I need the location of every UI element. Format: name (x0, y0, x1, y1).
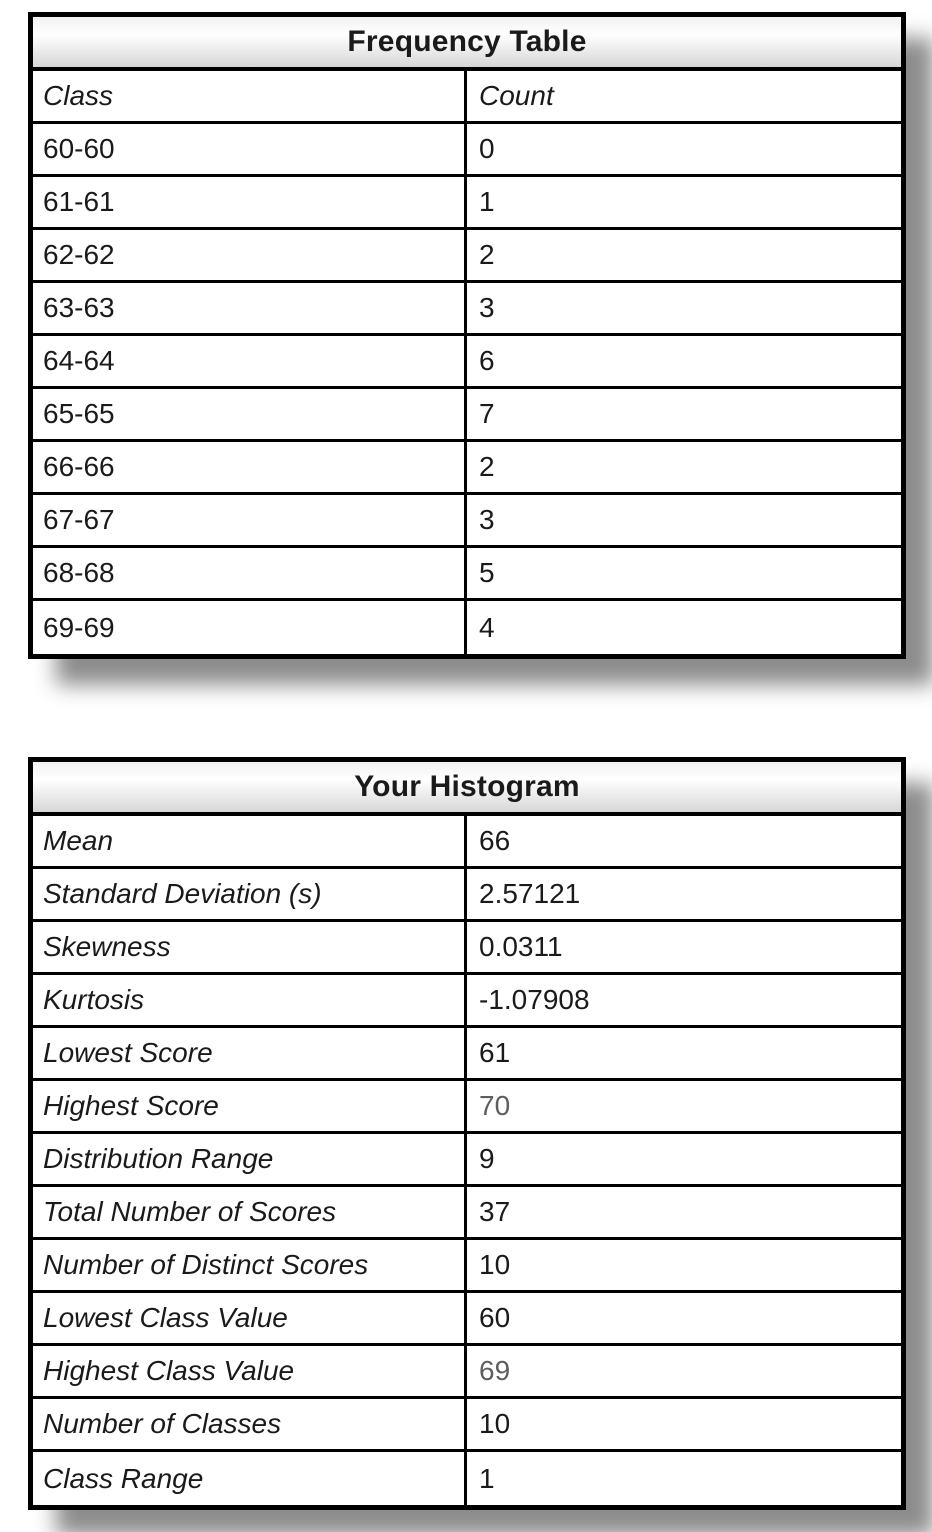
stat-value-cell: 9 (479, 1143, 495, 1174)
table-row (33, 922, 901, 975)
table-row (33, 1240, 901, 1293)
frequency-table-title: Frequency Table (347, 25, 587, 58)
count-cell: 0 (479, 133, 495, 164)
class-cell: 60-60 (33, 124, 467, 174)
count-cell: 4 (479, 611, 495, 643)
table-row (33, 548, 901, 601)
frequency-table (28, 12, 906, 659)
stat-label-cell: Kurtosis (33, 975, 467, 1025)
frequency-table-body (33, 124, 901, 654)
stat-label-cell: Mean (33, 816, 467, 866)
frequency-table-column-header-row (33, 71, 901, 124)
count-cell: 3 (479, 292, 495, 323)
table-row (33, 389, 901, 442)
class-column-header: Class (33, 71, 467, 121)
table-row (33, 1134, 901, 1187)
table-row (33, 283, 901, 336)
stat-value-cell: 69 (479, 1355, 511, 1386)
stat-value-cell: 66 (479, 825, 511, 856)
frequency-table-header (33, 17, 901, 71)
table-row (33, 1452, 901, 1505)
stat-value-cell: 61 (479, 1037, 511, 1068)
table-row (33, 442, 901, 495)
count-cell: 5 (479, 557, 495, 588)
class-cell: 68-68 (33, 548, 467, 598)
table-row (33, 1081, 901, 1134)
stat-label-cell: Highest Class Value (33, 1346, 467, 1396)
histogram-stats-table (28, 757, 906, 1510)
stat-label-cell: Distribution Range (33, 1134, 467, 1184)
class-cell: 65-65 (33, 389, 467, 439)
stat-label-cell: Standard Deviation (s) (33, 869, 467, 919)
table-row (33, 975, 901, 1028)
class-cell: 69-69 (33, 601, 467, 654)
stat-label-cell: Skewness (33, 922, 467, 972)
stat-value-cell: 10 (479, 1249, 511, 1280)
class-cell: 61-61 (33, 177, 467, 227)
stat-value-cell: -1.07908 (479, 984, 590, 1015)
count-column-header: Count (479, 80, 554, 111)
stat-label-cell: Number of Classes (33, 1399, 467, 1449)
count-cell: 2 (479, 451, 495, 482)
class-cell: 63-63 (33, 283, 467, 333)
count-cell: 3 (479, 504, 495, 535)
table-row (33, 124, 901, 177)
table-row (33, 230, 901, 283)
histogram-stats-header (33, 762, 901, 816)
stat-value-cell: 70 (479, 1090, 511, 1121)
count-cell: 7 (479, 398, 495, 429)
class-cell: 64-64 (33, 336, 467, 386)
stat-label-cell: Class Range (33, 1452, 467, 1505)
table-row (33, 495, 901, 548)
table-row (33, 1187, 901, 1240)
stat-value-cell: 37 (479, 1196, 511, 1227)
table-row (33, 601, 901, 654)
stat-label-cell: Lowest Class Value (33, 1293, 467, 1343)
class-cell: 66-66 (33, 442, 467, 492)
count-cell: 2 (479, 239, 495, 270)
table-row (33, 1346, 901, 1399)
table-row (33, 816, 901, 869)
histogram-stats-body (33, 816, 901, 1505)
stat-value-cell: 2.57121 (479, 878, 581, 909)
count-cell: 1 (479, 186, 495, 217)
stat-value-cell: 60 (479, 1302, 511, 1333)
table-row (33, 869, 901, 922)
class-cell: 62-62 (33, 230, 467, 280)
stat-value-cell: 1 (479, 1462, 495, 1494)
table-row (33, 336, 901, 389)
table-row (33, 177, 901, 230)
table-row (33, 1399, 901, 1452)
stat-value-cell: 10 (479, 1408, 511, 1439)
stat-label-cell: Lowest Score (33, 1028, 467, 1078)
stat-label-cell: Total Number of Scores (33, 1187, 467, 1237)
count-cell: 6 (479, 345, 495, 376)
class-cell: 67-67 (33, 495, 467, 545)
stat-label-cell: Number of Distinct Scores (33, 1240, 467, 1290)
stat-label-cell: Highest Score (33, 1081, 467, 1131)
table-row (33, 1028, 901, 1081)
histogram-stats-title: Your Histogram (354, 770, 580, 803)
stat-value-cell: 0.0311 (479, 931, 563, 962)
table-row (33, 1293, 901, 1346)
